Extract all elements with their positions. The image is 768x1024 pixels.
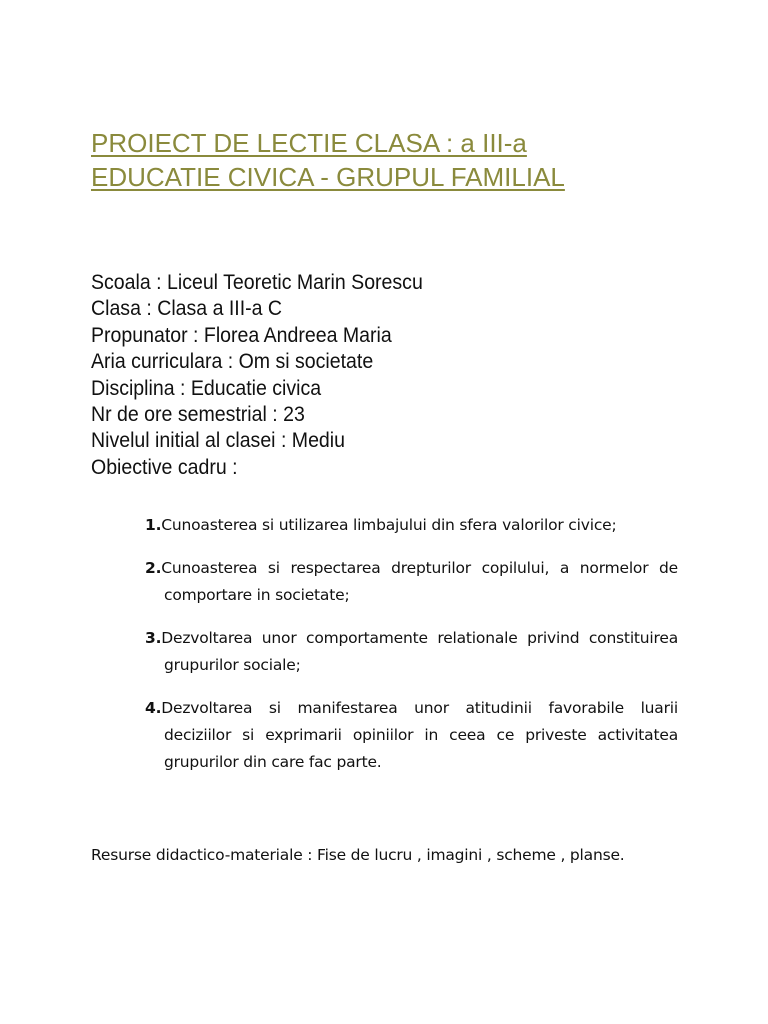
objective-text: Cunoasterea si respectarea drepturilor copilului, a normelor de comportare in societate; — [161, 559, 678, 604]
objective-text: Dezvoltarea unor comportamente relationale privind constituirea grupurilor sociale; — [161, 629, 678, 674]
info-proposer: Propunator : Florea Andreea Maria — [91, 323, 392, 347]
document-title — [91, 126, 711, 194]
info-hours-per-semester: Nr de ore semestrial : 23 — [91, 403, 305, 427]
lesson-info — [91, 270, 711, 481]
title-line-1-text: PROIECT DE LECTIE CLASA : a III-a — [91, 128, 527, 158]
objective-text: Cunoasterea si utilizarea limbajului din sfera valorilor civice; — [161, 516, 617, 534]
objective-text: Dezvoltarea si manifestarea unor atitudinii favorabile luarii deciziilor si exprimarii opiniilor in ceea ce priveste activitatea grupurilor din care fac parte. — [161, 699, 678, 771]
info-school: Scoala : Liceul Teoretic Marin Sorescu — [91, 271, 423, 294]
objectives-list — [145, 512, 678, 792]
objective-item — [145, 555, 678, 609]
objective-number: 1. — [145, 516, 162, 534]
title-line-2-text: EDUCATIE CIVICA - GRUPUL FAMILIAL — [91, 162, 565, 192]
info-discipline: Disciplina : Educatie civica — [91, 376, 322, 400]
objective-item — [145, 512, 678, 539]
objective-number: 2. — [145, 559, 162, 577]
resources-paragraph: Resurse didactico-materiale : Fise de lucru , imagini , scheme , planse. — [91, 846, 625, 864]
objective-item — [145, 695, 678, 776]
title-line-2 — [91, 160, 711, 194]
info-objectives-heading: Obiective cadru : — [91, 455, 238, 479]
objective-number: 4. — [145, 699, 162, 717]
objective-number: 3. — [145, 629, 162, 647]
info-class: Clasa : Clasa a III-a C — [91, 297, 283, 321]
title-line-1 — [91, 126, 711, 160]
info-initial-level: Nivelul initial al clasei : Mediu — [91, 429, 346, 453]
objective-item — [145, 625, 678, 679]
info-curricular-area: Aria curriculara : Om si societate — [91, 350, 374, 374]
